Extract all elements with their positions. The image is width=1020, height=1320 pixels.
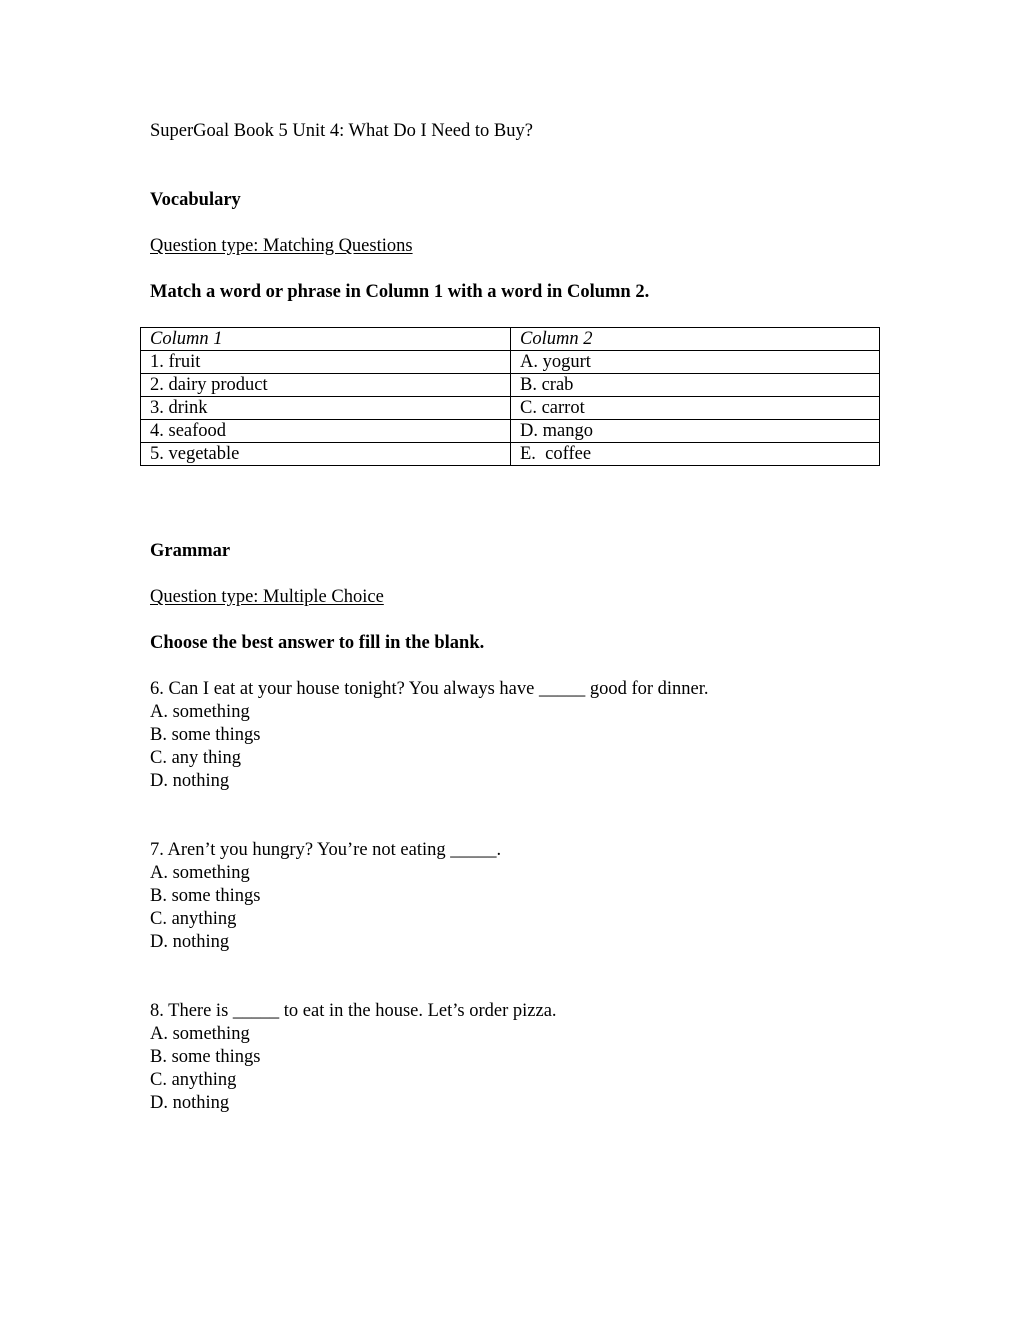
matching-table — [140, 327, 880, 466]
question-8-option-a: A. something — [150, 1024, 250, 1044]
question-6-option-a: A. something — [150, 702, 250, 722]
column-2-cell: C. carrot — [511, 397, 880, 420]
grammar-question-type: Question type: Multiple Choice — [150, 587, 384, 607]
column-1-cell: 5. vegetable — [141, 443, 511, 466]
table-row — [141, 443, 880, 466]
question-8-option-b: B. some things — [150, 1047, 261, 1067]
grammar-instruction: Choose the best answer to fill in the blank. — [150, 633, 485, 653]
vocabulary-heading: Vocabulary — [150, 190, 241, 210]
question-7-option-b: B. some things — [150, 886, 261, 906]
question-8-option-c: C. anything — [150, 1070, 237, 1090]
column-1-cell: 1. fruit — [141, 351, 511, 374]
column-2-cell: A. yogurt — [511, 351, 880, 374]
table-row — [141, 397, 880, 420]
column-1-cell: 2. dairy product — [141, 374, 511, 397]
column-1-cell: 4. seafood — [141, 420, 511, 443]
column-1-header: Column 1 — [141, 328, 511, 351]
table-row — [141, 351, 880, 374]
question-7-option-d: D. nothing — [150, 932, 230, 952]
page-title: SuperGoal Book 5 Unit 4: What Do I Need to Buy? — [150, 121, 533, 141]
question-7-option-a: A. something — [150, 863, 250, 883]
table-header-row — [141, 328, 880, 351]
table-row — [141, 420, 880, 443]
question-8-option-d: D. nothing — [150, 1093, 230, 1113]
question-7-text: 7. Aren’t you hungry? You’re not eating _____. — [150, 840, 502, 860]
column-2-cell: E. coffee — [511, 443, 880, 466]
column-2-header: Column 2 — [511, 328, 880, 351]
question-8-text: 8. There is _____ to eat in the house. Let’s order pizza. — [150, 1001, 557, 1021]
column-2-cell: B. crab — [511, 374, 880, 397]
question-6-option-c: C. any thing — [150, 748, 241, 768]
vocabulary-instruction: Match a word or phrase in Column 1 with a word in Column 2. — [150, 282, 650, 302]
question-6-text: 6. Can I eat at your house tonight? You always have _____ good for dinner. — [150, 679, 709, 699]
question-6-option-d: D. nothing — [150, 771, 230, 791]
column-1-cell: 3. drink — [141, 397, 511, 420]
question-6-option-b: B. some things — [150, 725, 261, 745]
column-2-cell: D. mango — [511, 420, 880, 443]
vocabulary-question-type: Question type: Matching Questions — [150, 236, 413, 256]
table-row — [141, 374, 880, 397]
question-7-option-c: C. anything — [150, 909, 237, 929]
grammar-heading: Grammar — [150, 541, 231, 561]
